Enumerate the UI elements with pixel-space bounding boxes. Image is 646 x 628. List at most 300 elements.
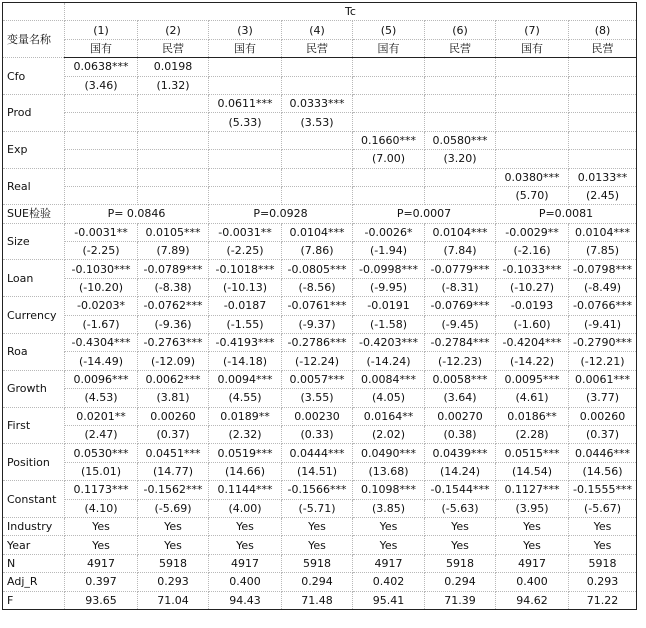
footer-value: Yes bbox=[496, 536, 569, 554]
coef-cell bbox=[209, 168, 282, 186]
footer-value: 71.48 bbox=[282, 591, 353, 609]
footer-value: Yes bbox=[138, 517, 209, 535]
footer-value: Yes bbox=[138, 536, 209, 554]
footer-value: 94.43 bbox=[209, 591, 282, 609]
ownership-type: 国有 bbox=[353, 39, 425, 57]
coef-cell: 0.0084*** bbox=[353, 370, 425, 388]
t-stat-cell: (0.37) bbox=[138, 425, 209, 443]
coef-cell: 0.0164** bbox=[353, 407, 425, 425]
coef-cell: 0.1098*** bbox=[353, 481, 425, 499]
t-stat-cell bbox=[282, 76, 353, 94]
t-stat-cell: (-14.18) bbox=[209, 352, 282, 370]
coef-cell: 0.0611*** bbox=[209, 94, 282, 112]
t-stat-cell: (3.64) bbox=[425, 389, 496, 407]
footer-value: 4917 bbox=[353, 554, 425, 572]
coef-cell: -0.0789*** bbox=[138, 260, 209, 278]
t-stat-cell: (-8.49) bbox=[569, 278, 637, 296]
sue-p-value: P=0.0081 bbox=[496, 205, 637, 223]
footer-value: 71.22 bbox=[569, 591, 637, 609]
coef-cell: -0.0031** bbox=[209, 223, 282, 241]
footer-value: Yes bbox=[569, 517, 637, 535]
sue-p-value: P=0.0007 bbox=[353, 205, 496, 223]
t-stat-cell: (-9.41) bbox=[569, 315, 637, 333]
t-stat-cell: (-10.20) bbox=[65, 278, 138, 296]
coef-cell: -0.0761*** bbox=[282, 297, 353, 315]
footer-value: Yes bbox=[569, 536, 637, 554]
column-number: (8) bbox=[569, 21, 637, 39]
t-stat-cell: (15.01) bbox=[65, 462, 138, 480]
coef-row bbox=[3, 334, 637, 352]
t-stat-cell: (4.61) bbox=[496, 389, 569, 407]
t-stat-cell: (14.54) bbox=[496, 462, 569, 480]
t-stat-cell bbox=[65, 150, 138, 168]
coef-cell: 0.0638*** bbox=[65, 58, 138, 76]
t-stat-cell: (-9.37) bbox=[282, 315, 353, 333]
coef-cell: 0.0105*** bbox=[138, 223, 209, 241]
t-stat-cell: (-8.38) bbox=[138, 278, 209, 296]
t-stat-cell: (-9.36) bbox=[138, 315, 209, 333]
coef-cell: -0.0762*** bbox=[138, 297, 209, 315]
coef-cell bbox=[209, 131, 282, 149]
t-stat-cell: (3.81) bbox=[138, 389, 209, 407]
coef-cell: 0.0061*** bbox=[569, 370, 637, 388]
coef-cell bbox=[425, 58, 496, 76]
t-stat-cell: (2.32) bbox=[209, 425, 282, 443]
t-stat-cell: (0.38) bbox=[425, 425, 496, 443]
t-stat-cell: (0.37) bbox=[569, 425, 637, 443]
coef-cell: 0.0201** bbox=[65, 407, 138, 425]
t-stat-cell: (-5.71) bbox=[282, 499, 353, 517]
t-stat-cell bbox=[65, 186, 138, 204]
variable-label: Roa bbox=[3, 334, 65, 371]
t-stat-cell: (2.02) bbox=[353, 425, 425, 443]
coef-row bbox=[3, 481, 637, 499]
coef-cell: 0.00230 bbox=[282, 407, 353, 425]
footer-value: Yes bbox=[209, 517, 282, 535]
t-stat-cell bbox=[569, 113, 637, 131]
variable-label: Prod bbox=[3, 94, 65, 131]
ownership-type: 民营 bbox=[569, 39, 637, 57]
t-stat-cell: (5.70) bbox=[496, 186, 569, 204]
t-stat-cell: (7.00) bbox=[353, 150, 425, 168]
coef-cell bbox=[353, 168, 425, 186]
footer-row bbox=[3, 573, 637, 591]
t-stat-cell bbox=[353, 76, 425, 94]
coef-cell: 0.0198 bbox=[138, 58, 209, 76]
coef-cell bbox=[282, 58, 353, 76]
variable-label: Loan bbox=[3, 260, 65, 297]
t-stat-cell bbox=[569, 150, 637, 168]
coef-cell bbox=[65, 94, 138, 112]
ownership-type: 国有 bbox=[65, 39, 138, 57]
coef-cell: 0.1127*** bbox=[496, 481, 569, 499]
coef-cell bbox=[496, 58, 569, 76]
coef-cell bbox=[282, 168, 353, 186]
variable-label: Position bbox=[3, 444, 65, 481]
footer-value: Yes bbox=[65, 517, 138, 535]
header-empty-cell bbox=[3, 3, 65, 21]
ownership-type: 民营 bbox=[425, 39, 496, 57]
coef-cell: -0.4204*** bbox=[496, 334, 569, 352]
coef-cell: 0.1144*** bbox=[209, 481, 282, 499]
header-row-numbers bbox=[3, 21, 637, 39]
column-number: (6) bbox=[425, 21, 496, 39]
coef-cell: -0.0998*** bbox=[353, 260, 425, 278]
tstat-row bbox=[3, 425, 637, 443]
regression-table bbox=[2, 2, 637, 610]
coef-cell bbox=[425, 168, 496, 186]
t-stat-cell: (7.86) bbox=[282, 242, 353, 260]
column-number: (5) bbox=[353, 21, 425, 39]
coef-cell: -0.1566*** bbox=[282, 481, 353, 499]
group-title: Tc bbox=[65, 3, 637, 21]
coef-cell: -0.0191 bbox=[353, 297, 425, 315]
footer-value: Yes bbox=[282, 536, 353, 554]
coef-cell: -0.0805*** bbox=[282, 260, 353, 278]
coef-cell: -0.2790*** bbox=[569, 334, 637, 352]
coef-cell: -0.2763*** bbox=[138, 334, 209, 352]
t-stat-cell: (14.51) bbox=[282, 462, 353, 480]
tstat-row bbox=[3, 462, 637, 480]
t-stat-cell bbox=[425, 186, 496, 204]
footer-value: 4917 bbox=[209, 554, 282, 572]
coef-cell: -0.1544*** bbox=[425, 481, 496, 499]
coef-cell: 0.00270 bbox=[425, 407, 496, 425]
coef-cell bbox=[425, 94, 496, 112]
footer-value: 5918 bbox=[425, 554, 496, 572]
coef-row bbox=[3, 407, 637, 425]
t-stat-cell bbox=[425, 76, 496, 94]
coef-cell: 0.0095*** bbox=[496, 370, 569, 388]
tstat-row bbox=[3, 389, 637, 407]
regression-table-container bbox=[2, 2, 637, 610]
footer-value: 0.294 bbox=[282, 573, 353, 591]
t-stat-cell: (-14.22) bbox=[496, 352, 569, 370]
t-stat-cell: (-12.23) bbox=[425, 352, 496, 370]
coef-cell: -0.0203* bbox=[65, 297, 138, 315]
coef-cell bbox=[353, 58, 425, 76]
t-stat-cell: (4.05) bbox=[353, 389, 425, 407]
t-stat-cell: (14.66) bbox=[209, 462, 282, 480]
footer-value: 94.62 bbox=[496, 591, 569, 609]
tstat-row bbox=[3, 278, 637, 296]
header-row-ownership bbox=[3, 39, 637, 57]
t-stat-cell bbox=[209, 186, 282, 204]
coef-cell: 0.0490*** bbox=[353, 444, 425, 462]
tstat-row bbox=[3, 352, 637, 370]
coef-row bbox=[3, 94, 637, 112]
t-stat-cell: (-1.94) bbox=[353, 242, 425, 260]
t-stat-cell bbox=[496, 113, 569, 131]
footer-value: Yes bbox=[209, 536, 282, 554]
variable-label: Cfo bbox=[3, 58, 65, 95]
coef-cell: 0.0186** bbox=[496, 407, 569, 425]
footer-value: 4917 bbox=[65, 554, 138, 572]
header-row-group bbox=[3, 3, 637, 21]
coef-cell: 0.00260 bbox=[138, 407, 209, 425]
coef-cell: -0.4203*** bbox=[353, 334, 425, 352]
coef-cell: 0.0104*** bbox=[425, 223, 496, 241]
footer-value: 0.400 bbox=[209, 573, 282, 591]
coef-cell bbox=[282, 131, 353, 149]
sue-test-label: SUE检验 bbox=[3, 205, 65, 223]
t-stat-cell: (-10.27) bbox=[496, 278, 569, 296]
footer-value: 0.402 bbox=[353, 573, 425, 591]
t-stat-cell: (2.45) bbox=[569, 186, 637, 204]
column-number: (3) bbox=[209, 21, 282, 39]
coef-cell: 0.0333*** bbox=[282, 94, 353, 112]
footer-label: N bbox=[3, 554, 65, 572]
coef-cell: -0.0026* bbox=[353, 223, 425, 241]
coef-cell: -0.0766*** bbox=[569, 297, 637, 315]
footer-row bbox=[3, 554, 637, 572]
footer-value: Yes bbox=[353, 536, 425, 554]
coef-cell bbox=[138, 94, 209, 112]
footer-value: 93.65 bbox=[65, 591, 138, 609]
tstat-row bbox=[3, 499, 637, 517]
coef-cell: -0.4193*** bbox=[209, 334, 282, 352]
t-stat-cell: (3.46) bbox=[65, 76, 138, 94]
footer-label: Industry bbox=[3, 517, 65, 535]
coef-cell: 0.0444*** bbox=[282, 444, 353, 462]
t-stat-cell: (-1.67) bbox=[65, 315, 138, 333]
column-number: (2) bbox=[138, 21, 209, 39]
t-stat-cell: (-9.95) bbox=[353, 278, 425, 296]
footer-value: 95.41 bbox=[353, 591, 425, 609]
t-stat-cell: (-1.60) bbox=[496, 315, 569, 333]
t-stat-cell bbox=[425, 113, 496, 131]
t-stat-cell: (7.84) bbox=[425, 242, 496, 260]
coef-cell: 0.0451*** bbox=[138, 444, 209, 462]
coef-cell: 0.0580*** bbox=[425, 131, 496, 149]
t-stat-cell: (14.56) bbox=[569, 462, 637, 480]
coef-cell: 0.0380*** bbox=[496, 168, 569, 186]
coef-cell bbox=[65, 131, 138, 149]
t-stat-cell: (14.77) bbox=[138, 462, 209, 480]
t-stat-cell: (0.33) bbox=[282, 425, 353, 443]
coef-cell: -0.1562*** bbox=[138, 481, 209, 499]
footer-value: Yes bbox=[353, 517, 425, 535]
footer-value: 5918 bbox=[282, 554, 353, 572]
coef-cell: 0.0189** bbox=[209, 407, 282, 425]
t-stat-cell: (-14.24) bbox=[353, 352, 425, 370]
column-number: (4) bbox=[282, 21, 353, 39]
coef-cell: 0.0519*** bbox=[209, 444, 282, 462]
t-stat-cell: (-5.63) bbox=[425, 499, 496, 517]
t-stat-cell bbox=[138, 113, 209, 131]
coef-cell: 0.0104*** bbox=[569, 223, 637, 241]
footer-value: Yes bbox=[65, 536, 138, 554]
coef-cell: -0.1555*** bbox=[569, 481, 637, 499]
t-stat-cell: (-2.16) bbox=[496, 242, 569, 260]
sue-test-row bbox=[3, 205, 637, 223]
footer-label: F bbox=[3, 591, 65, 609]
coef-cell: -0.1033*** bbox=[496, 260, 569, 278]
t-stat-cell: (1.32) bbox=[138, 76, 209, 94]
footer-label: Adj_R bbox=[3, 573, 65, 591]
footer-row bbox=[3, 517, 637, 535]
t-stat-cell: (-12.09) bbox=[138, 352, 209, 370]
ownership-type: 民营 bbox=[138, 39, 209, 57]
coef-cell: 0.00260 bbox=[569, 407, 637, 425]
coef-cell: 0.0439*** bbox=[425, 444, 496, 462]
coef-cell: 0.0446*** bbox=[569, 444, 637, 462]
coef-cell: -0.0769*** bbox=[425, 297, 496, 315]
footer-row bbox=[3, 536, 637, 554]
coef-row bbox=[3, 370, 637, 388]
coef-cell: -0.0798*** bbox=[569, 260, 637, 278]
t-stat-cell: (-9.45) bbox=[425, 315, 496, 333]
t-stat-cell: (-5.69) bbox=[138, 499, 209, 517]
coef-cell bbox=[496, 131, 569, 149]
coef-cell: -0.2784*** bbox=[425, 334, 496, 352]
footer-value: Yes bbox=[425, 517, 496, 535]
footer-value: 71.39 bbox=[425, 591, 496, 609]
t-stat-cell: (4.10) bbox=[65, 499, 138, 517]
coef-cell: -0.0029** bbox=[496, 223, 569, 241]
t-stat-cell: (-10.13) bbox=[209, 278, 282, 296]
variable-label: Real bbox=[3, 168, 65, 205]
variable-label: First bbox=[3, 407, 65, 444]
t-stat-cell: (3.95) bbox=[496, 499, 569, 517]
t-stat-cell bbox=[138, 186, 209, 204]
t-stat-cell: (-2.25) bbox=[209, 242, 282, 260]
t-stat-cell: (13.68) bbox=[353, 462, 425, 480]
coef-cell: 0.1660*** bbox=[353, 131, 425, 149]
t-stat-cell: (14.24) bbox=[425, 462, 496, 480]
coef-cell: 0.0096*** bbox=[65, 370, 138, 388]
sue-p-value: P=0.0928 bbox=[209, 205, 353, 223]
coef-cell: 0.0057*** bbox=[282, 370, 353, 388]
variable-label: Constant bbox=[3, 481, 65, 518]
t-stat-cell: (7.85) bbox=[569, 242, 637, 260]
column-number: (7) bbox=[496, 21, 569, 39]
ownership-type: 国有 bbox=[496, 39, 569, 57]
t-stat-cell: (-2.25) bbox=[65, 242, 138, 260]
t-stat-cell bbox=[209, 76, 282, 94]
footer-value: 0.294 bbox=[425, 573, 496, 591]
t-stat-cell: (4.53) bbox=[65, 389, 138, 407]
footer-label: Year bbox=[3, 536, 65, 554]
column-number: (1) bbox=[65, 21, 138, 39]
coef-row bbox=[3, 131, 637, 149]
t-stat-cell bbox=[496, 150, 569, 168]
coef-cell: -0.0187 bbox=[209, 297, 282, 315]
t-stat-cell: (-8.56) bbox=[282, 278, 353, 296]
tstat-row bbox=[3, 113, 637, 131]
coef-cell: 0.0058*** bbox=[425, 370, 496, 388]
t-stat-cell: (3.55) bbox=[282, 389, 353, 407]
footer-value: Yes bbox=[425, 536, 496, 554]
coef-row bbox=[3, 168, 637, 186]
coef-row bbox=[3, 297, 637, 315]
coef-cell: -0.2786*** bbox=[282, 334, 353, 352]
footer-value: 4917 bbox=[496, 554, 569, 572]
t-stat-cell: (-12.24) bbox=[282, 352, 353, 370]
coef-cell: 0.0062*** bbox=[138, 370, 209, 388]
t-stat-cell: (2.28) bbox=[496, 425, 569, 443]
footer-value: 5918 bbox=[138, 554, 209, 572]
coef-cell: 0.0515*** bbox=[496, 444, 569, 462]
coef-cell: 0.0094*** bbox=[209, 370, 282, 388]
footer-value: 0.293 bbox=[569, 573, 637, 591]
ownership-type: 国有 bbox=[209, 39, 282, 57]
footer-row bbox=[3, 591, 637, 609]
coef-cell bbox=[496, 94, 569, 112]
coef-cell: -0.0193 bbox=[496, 297, 569, 315]
coef-cell: 0.0104*** bbox=[282, 223, 353, 241]
coef-row bbox=[3, 260, 637, 278]
t-stat-cell: (-12.21) bbox=[569, 352, 637, 370]
coef-cell: 0.0133** bbox=[569, 168, 637, 186]
t-stat-cell: (3.77) bbox=[569, 389, 637, 407]
t-stat-cell bbox=[209, 150, 282, 168]
footer-value: 71.04 bbox=[138, 591, 209, 609]
sue-p-value: P= 0.0846 bbox=[65, 205, 209, 223]
coef-row bbox=[3, 223, 637, 241]
coef-cell: -0.1030*** bbox=[65, 260, 138, 278]
t-stat-cell bbox=[282, 150, 353, 168]
t-stat-cell: (3.85) bbox=[353, 499, 425, 517]
coef-cell bbox=[569, 58, 637, 76]
variable-label: Currency bbox=[3, 297, 65, 334]
t-stat-cell: (4.00) bbox=[209, 499, 282, 517]
t-stat-cell bbox=[496, 76, 569, 94]
t-stat-cell: (4.55) bbox=[209, 389, 282, 407]
t-stat-cell: (3.53) bbox=[282, 113, 353, 131]
tstat-row bbox=[3, 315, 637, 333]
t-stat-cell: (-1.58) bbox=[353, 315, 425, 333]
t-stat-cell: (7.89) bbox=[138, 242, 209, 260]
t-stat-cell bbox=[138, 150, 209, 168]
ownership-type: 民营 bbox=[282, 39, 353, 57]
variable-label: Growth bbox=[3, 370, 65, 407]
t-stat-cell: (-5.67) bbox=[569, 499, 637, 517]
t-stat-cell bbox=[569, 76, 637, 94]
tstat-row bbox=[3, 186, 637, 204]
tstat-row bbox=[3, 242, 637, 260]
coef-cell bbox=[138, 131, 209, 149]
coef-row bbox=[3, 58, 637, 76]
variable-name-header: 变量名称 bbox=[3, 21, 65, 58]
footer-value: Yes bbox=[282, 517, 353, 535]
coef-cell bbox=[569, 131, 637, 149]
coef-cell: -0.1018*** bbox=[209, 260, 282, 278]
coef-cell: 0.0530*** bbox=[65, 444, 138, 462]
coef-cell: -0.0779*** bbox=[425, 260, 496, 278]
t-stat-cell: (-1.55) bbox=[209, 315, 282, 333]
coef-cell bbox=[65, 168, 138, 186]
tstat-row bbox=[3, 76, 637, 94]
coef-cell: -0.0031** bbox=[65, 223, 138, 241]
variable-label: Size bbox=[3, 223, 65, 260]
coef-cell bbox=[353, 94, 425, 112]
variable-label: Exp bbox=[3, 131, 65, 168]
t-stat-cell: (3.20) bbox=[425, 150, 496, 168]
t-stat-cell bbox=[282, 186, 353, 204]
coef-row bbox=[3, 444, 637, 462]
coef-cell bbox=[209, 58, 282, 76]
coef-cell: 0.1173*** bbox=[65, 481, 138, 499]
t-stat-cell bbox=[353, 113, 425, 131]
coef-cell bbox=[569, 94, 637, 112]
t-stat-cell: (-14.49) bbox=[65, 352, 138, 370]
t-stat-cell: (-8.31) bbox=[425, 278, 496, 296]
coef-cell: -0.4304*** bbox=[65, 334, 138, 352]
footer-value: 0.293 bbox=[138, 573, 209, 591]
tstat-row bbox=[3, 150, 637, 168]
footer-value: 0.400 bbox=[496, 573, 569, 591]
